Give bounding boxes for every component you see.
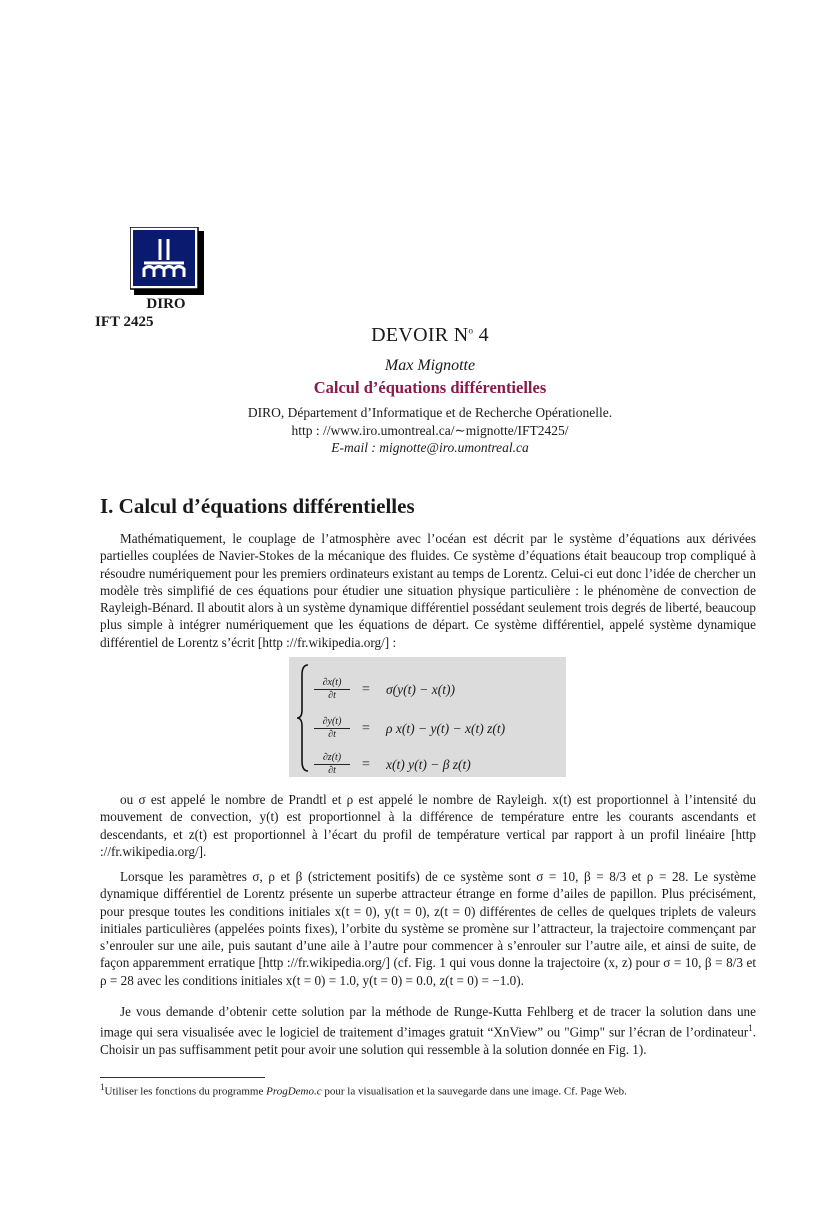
- equation-1-denominator: ∂t: [328, 690, 336, 701]
- title-main: DEVOIR N: [371, 324, 469, 346]
- department: DIRO, Département d’Informatique et de Recherche Opérationelle.: [247, 405, 613, 420]
- equation-2-lhs: [314, 716, 350, 740]
- footnote-rule: [100, 1077, 265, 1078]
- equation-3-numerator: ∂z(t): [314, 752, 350, 765]
- equation-3-rhs: x(t) y(t) − β z(t): [386, 757, 471, 772]
- paragraph-parameters-text: ou σ est appelé le nombre de Prandtl et ρ est appelé le nombre de Rayleigh. x(t) est proportionnel à l’intensité du mouvement de convection, y(t) est proportionnel à la différence de température entre les courants ascendants et descendants, et z(t) est proportionnel à l’écart du profil de température vertical par rapport à un profil linéaire [http ://fr.wikipedia.org/].: [100, 792, 756, 859]
- course-code: IFT 2425: [95, 314, 154, 330]
- section-heading: I. Calcul d’équations différentielles: [100, 494, 415, 518]
- equation-1-lhs: [314, 677, 350, 701]
- paragraph-attractor: [100, 868, 756, 989]
- equation-3-lhs: [314, 752, 350, 776]
- equation-3-equals: =: [362, 757, 370, 772]
- equation-2-numerator: ∂y(t): [314, 716, 350, 729]
- equation-2-denominator: ∂t: [328, 729, 336, 740]
- paragraph-task-text-b: . Choisir un pas suffisamment petit pour avoir une solution qui ressemble à la solution donnée en Fig. 1).: [100, 1024, 756, 1057]
- paragraph-intro-text: Mathématiquement, le couplage de l’atmosphère avec l’océan est décrit par le système d’équations aux dérivées partielles couplées de Navier-Stokes de la mécanique des fluides. Ce système d’équations était beaucoup trop compliqué à résoudre numériquement pour les premiers ordinateurs existant au temps de Lorentz. Celui-ci eut donc l’idée de chercher un modèle très simplifié de ces équations pour étudier une situation physique particulière : le phénomène de convection de Rayleigh-Bénard. Il aboutit alors à un système dynamique différentiel possédant seulement trois degrés de liberté, beaucoup plus simple à intégrer numériquement que les équations de départ. Ce système différentiel, appelé système dynamique différentiel de Lorentz s’écrit [http ://fr.wikipedia.org/] :: [100, 531, 756, 650]
- org-name: DIRO: [146, 296, 186, 312]
- paragraph-task-text-a: Je vous demande d’obtenir cette solution par la méthode de Runge-Kutta Fehlberg et de tracer la solution dans une image qui sera visualisée avec le logiciel de traitement d’images gratuit “XnView” ou "Gimp" sur l’écran de l’ordinateur: [100, 1004, 756, 1040]
- equation-1-rhs: σ(y(t) − x(t)): [386, 682, 455, 697]
- footnote-reference: 1: [748, 1023, 753, 1034]
- equation-2-rhs: ρ x(t) − y(t) − x(t) z(t): [386, 721, 506, 736]
- footnote-mark: 1: [100, 1082, 105, 1092]
- subtitle: Calcul d’équations différentielles: [313, 378, 547, 397]
- paragraph-attractor-text: Lorsque les paramètres σ, ρ et β (strictement positifs) de ce système sont σ = 10, β = 8/3 et ρ = 28. Le système dynamique différentiel de Lorentz présente un superbe attracteur étrange en forme d’ailes de papillon. Plus précisément, pour presque toutes les conditions initiales x(t = 0), y(t = 0), z(t = 0) différentes de celles de quelques triplets de valeurs initiales particulières (appelées points fixes), l’orbite du système se promène sur l’attracteur, la trajectoire commençant par s’enrouler sur une aile, puis sautant d’une aile à l’autre pour commencer à s’enrouler sur l’autre aile, et ainsi de suite, de façon apparemment erratique [http ://fr.wikipedia.org/] (cf. Fig. 1 qui vous donne la trajectoire (x, z) pour σ = 10, β = 8/3 et ρ = 28 avec les conditions initiales x(t = 0) = 1.0, y(t = 0) = 0.0, z(t = 0) = −1.0).: [100, 869, 756, 988]
- left-brace: [296, 663, 310, 773]
- email: E-mail : mignotte@iro.umontreal.ca: [331, 440, 529, 455]
- equation-3-denominator: ∂t: [328, 765, 336, 776]
- author: Max Mignotte: [384, 357, 476, 374]
- equation-1-equals: =: [362, 682, 370, 697]
- equation-1-numerator: ∂x(t): [314, 677, 350, 690]
- paragraph-parameters: [100, 791, 756, 860]
- assignment-number: 4: [478, 324, 489, 346]
- title-superscript: o: [468, 325, 474, 336]
- course-url: http : //www.iro.umontreal.ca/∼mignotte/IFT2425/: [291, 423, 569, 438]
- footnote: [100, 1082, 800, 1098]
- assignment-title: [100, 324, 760, 347]
- footnote-text-a: Utiliser les fonctions du programme: [104, 1085, 267, 1098]
- university-logo: [130, 227, 202, 293]
- paragraph-task: [100, 1003, 756, 1058]
- paragraph-intro: [100, 530, 756, 651]
- footnote-text-b: pour la visualisation et la sauvegarde dans une image. Cf. Page Web.: [321, 1085, 627, 1098]
- equation-2-equals: =: [362, 721, 370, 736]
- footnote-program: ProgDemo.c: [266, 1085, 322, 1098]
